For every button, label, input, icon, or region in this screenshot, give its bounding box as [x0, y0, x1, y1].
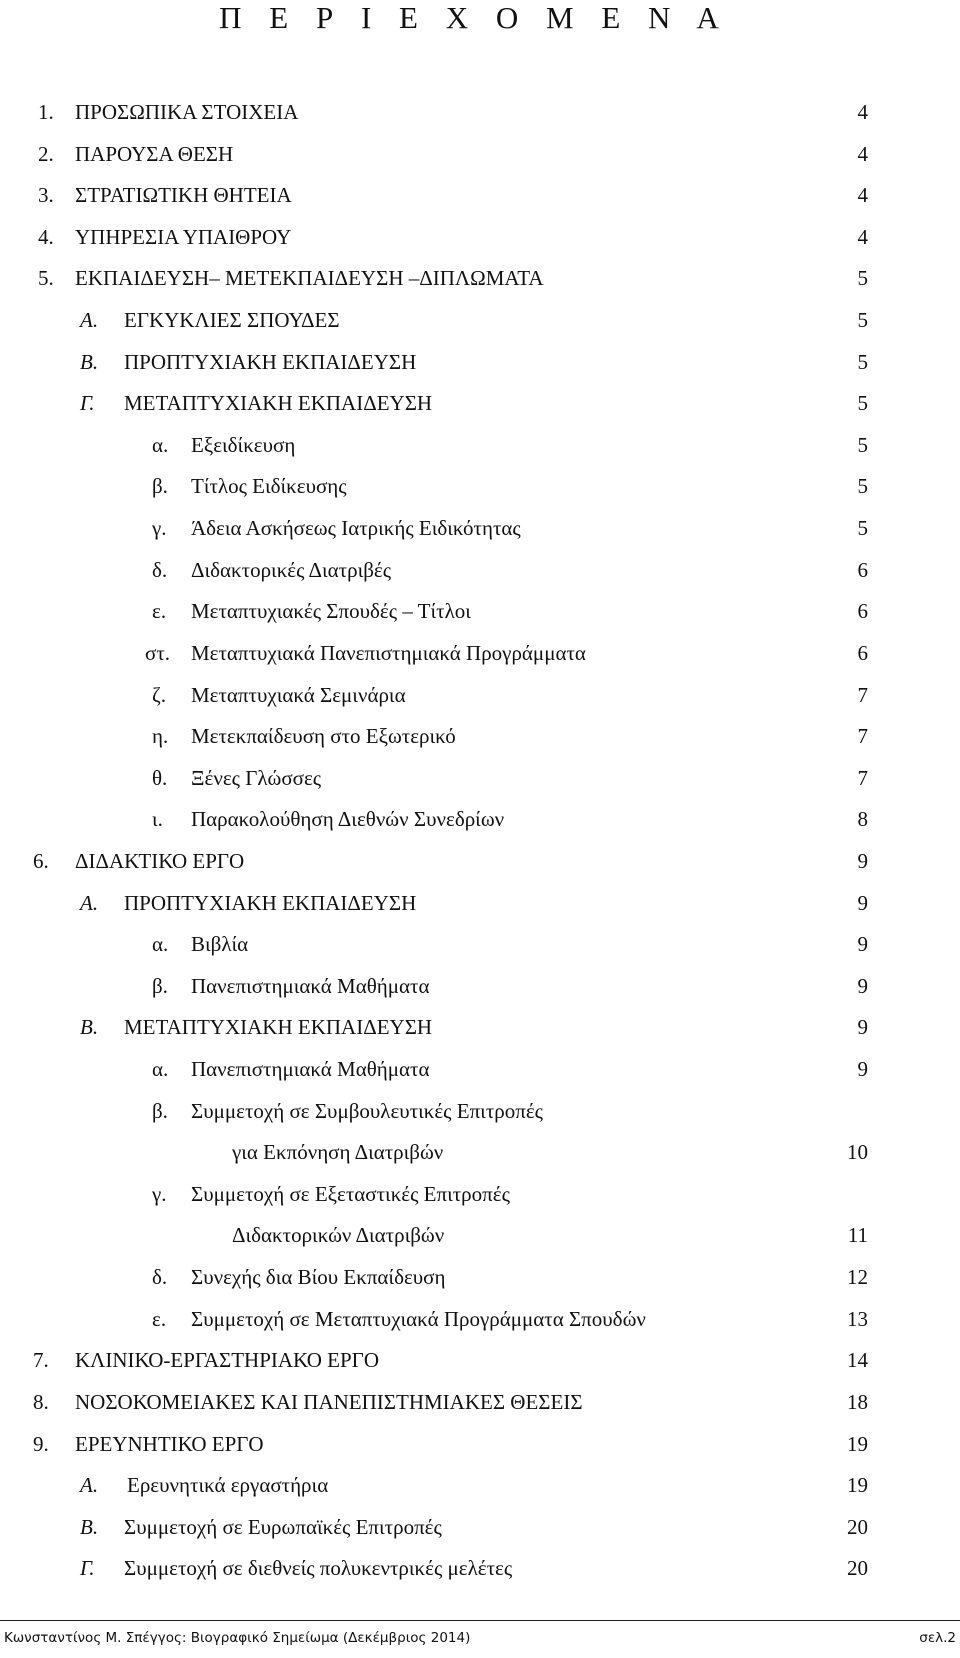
toc-entry-page: 7 [857, 724, 868, 749]
toc-entry-page: 9 [857, 890, 868, 915]
toc-entry [0, 841, 960, 883]
toc-entry [0, 591, 960, 633]
toc-entry-number: 8. [33, 1389, 49, 1414]
footer-page-number: σελ.2 [919, 1630, 956, 1646]
toc-entry-number: Α. [80, 1473, 99, 1498]
toc-entry [0, 1340, 960, 1382]
toc-entry-number: ι. [152, 807, 163, 832]
toc-entry-page: 4 [857, 224, 868, 249]
toc-entry-page: 6 [857, 557, 868, 582]
toc-entry-page: 8 [857, 807, 868, 832]
toc-entry-page: 6 [857, 640, 868, 665]
toc-entry-page: 7 [857, 765, 868, 790]
toc-entry-number: 4. [38, 224, 54, 249]
toc-entry [0, 342, 960, 384]
toc-entry [0, 1299, 960, 1341]
toc-entry [0, 1257, 960, 1299]
toc-entry-label: Συμμετοχή σε Εξεταστικές Επιτροπές [191, 1181, 510, 1206]
toc-entry-page: 7 [857, 682, 868, 707]
toc-entry-label: Εξειδίκευση [191, 432, 296, 457]
toc-entry [0, 550, 960, 592]
toc-entry-number: 3. [38, 183, 54, 208]
toc-entry [0, 633, 960, 675]
toc-entry-page: 4 [857, 183, 868, 208]
toc-entry-number: 7. [33, 1348, 49, 1373]
toc-entry-label: ΠΡΟΠΤΥΧΙΑΚΗ ΕΚΠΑΙΔΕΥΣΗ [124, 890, 417, 915]
toc-entry-label: Τίτλος Ειδίκευσης [191, 474, 347, 499]
toc-entry [0, 1465, 960, 1507]
toc-entry-label: για Εκπόνηση Διατριβών [232, 1140, 444, 1165]
toc-entry [0, 92, 960, 134]
toc-entry-number: Α. [80, 308, 99, 333]
toc-entry-page: 19 [847, 1473, 868, 1498]
toc-entry [0, 217, 960, 259]
toc-entry-page: 5 [857, 349, 868, 374]
toc-entry-number: θ. [152, 765, 168, 790]
toc-entry-page: 4 [857, 100, 868, 124]
toc-entry-number: Α. [80, 890, 99, 915]
toc-entry [0, 1132, 960, 1174]
toc-entry [0, 883, 960, 925]
toc-entry-page: 5 [857, 266, 868, 291]
toc-entry [0, 258, 960, 300]
footer-author: Κωνσταντίνος Μ. Σπέγγος: Βιογραφικό Σημείωμα (Δεκέμβριος 2014) [4, 1630, 471, 1646]
toc-entry [0, 1049, 960, 1091]
toc-entry [0, 466, 960, 508]
toc-entry-number: α. [152, 432, 169, 457]
toc-entry [0, 1174, 960, 1216]
toc-entry-label: ΠΑΡΟΥΣΑ ΘΕΣΗ [75, 141, 234, 166]
toc-entry-number: στ. [145, 640, 171, 665]
toc-entry-label: Διδακτορικές Διατριβές [191, 557, 392, 582]
toc-entry-label: ΕΓΚΥΚΛΙΕΣ ΣΠΟΥΔΕΣ [124, 308, 340, 333]
toc-entry-number: α. [152, 932, 169, 957]
toc-entry-label: ΔΙΔΑΚΤΙΚΟ ΕΡΓΟ [75, 848, 245, 873]
toc-entry-page: 5 [857, 474, 868, 499]
toc-entry [0, 716, 960, 758]
toc-entry-number: β. [152, 1098, 168, 1123]
toc-entry [0, 1382, 960, 1424]
toc-entry-label: Πανεπιστημιακά Μαθήματα [191, 1057, 430, 1082]
toc-entry-number: 2. [38, 141, 54, 166]
toc-entry [0, 383, 960, 425]
toc-entry [0, 1215, 960, 1257]
toc-entry-label: Συμμετοχή σε Μεταπτυχιακά Προγράμματα Σπουδών [191, 1306, 646, 1331]
toc-entry-number: β. [152, 973, 168, 998]
toc-entry-page: 5 [857, 391, 868, 416]
toc-entry-label: ΣΤΡΑΤΙΩΤΙΚΗ ΘΗΤΕΙΑ [75, 183, 292, 208]
toc-entry-number: ε. [152, 1306, 167, 1331]
toc-entry [0, 1507, 960, 1549]
page-footer [0, 1620, 960, 1658]
toc-entry-page: 4 [857, 141, 868, 166]
toc-entry-number: 6. [33, 848, 49, 873]
toc-entry-page: 19 [847, 1431, 868, 1456]
toc-entry-page: 5 [857, 308, 868, 333]
toc-entry-page: 5 [857, 516, 868, 541]
toc-entry [0, 1548, 960, 1590]
toc-entry-page: 10 [847, 1140, 868, 1165]
toc-entry-label: ΠΡΟΣΩΠΙΚΑ ΣΤΟΙΧΕΙΑ [75, 100, 299, 124]
toc-entry-number: δ. [152, 1265, 168, 1290]
toc-entry-number: ζ. [152, 682, 166, 707]
toc-entry [0, 1007, 960, 1049]
toc-entry-page: 20 [847, 1556, 868, 1581]
toc-entry-label: Άδεια Ασκήσεως Ιατρικής Ειδικότητας [191, 516, 521, 541]
toc-entry-page: 14 [847, 1348, 868, 1373]
toc-entry-number: 5. [38, 266, 54, 291]
toc-entry-number: 9. [33, 1431, 49, 1456]
toc-entry-label: Συμμετοχή σε διεθνείς πολυκεντρικές μελέτες [124, 1556, 513, 1581]
toc-entry [0, 758, 960, 800]
toc-entry-number: Γ. [80, 391, 95, 416]
toc-entry-label: Μετεκπαίδευση στο Εξωτερικό [191, 724, 456, 749]
toc-entry-label: Βιβλία [191, 932, 249, 957]
toc-entry-number: Β. [80, 1015, 99, 1040]
toc-entry-page: 9 [857, 932, 868, 957]
table-of-contents [0, 92, 960, 1590]
toc-entry-label: Ερευνητικά εργαστήρια [127, 1473, 329, 1498]
toc-entry-label: ΠΡΟΠΤΥΧΙΑΚΗ ΕΚΠΑΙΔΕΥΣΗ [124, 349, 417, 374]
toc-entry [0, 675, 960, 717]
toc-entry-label: ΕΚΠΑΙΔΕΥΣΗ– ΜΕΤΕΚΠΑΙΔΕΥΣΗ –ΔΙΠΛΩΜΑΤΑ [75, 266, 544, 291]
toc-entry-label: Συμμετοχή σε Συμβουλευτικές Επιτροπές [191, 1098, 543, 1123]
toc-entry-number: δ. [152, 557, 168, 582]
toc-entry-page: 9 [857, 973, 868, 998]
toc-entry-page: 18 [847, 1389, 868, 1414]
toc-entry-label: ΜΕΤΑΠΤΥΧΙΑΚΗ ΕΚΠΑΙΔΕΥΣΗ [124, 1015, 433, 1040]
toc-entry-label: Συμμετοχή σε Ευρωπαϊκές Επιτροπές [124, 1514, 442, 1539]
toc-entry-label: Διδακτορικών Διατριβών [232, 1223, 445, 1248]
toc-entry-label: ΚΛΙΝΙΚΟ-ΕΡΓΑΣΤΗΡΙΑΚΟ ΕΡΓΟ [75, 1348, 379, 1373]
toc-entry-number: Β. [80, 349, 99, 374]
toc-entry-label: ΥΠΗΡΕΣΙΑ ΥΠΑΙΘΡΟΥ [75, 224, 292, 249]
toc-entry-label: Ξένες Γλώσσες [191, 765, 322, 790]
toc-entry [0, 175, 960, 217]
toc-entry [0, 300, 960, 342]
toc-entry [0, 1091, 960, 1133]
toc-entry [0, 508, 960, 550]
toc-entry-page: 11 [847, 1223, 868, 1248]
toc-entry-label: ΝΟΣΟΚΟΜΕΙΑΚΕΣ ΚΑΙ ΠΑΝΕΠΙΣΤΗΜΙΑΚΕΣ ΘΕΣΕΙΣ [75, 1389, 583, 1414]
toc-entry-number: ε. [152, 599, 167, 624]
toc-entry-label: Μεταπτυχιακά Σεμινάρια [191, 682, 406, 707]
toc-entry [0, 799, 960, 841]
toc-entry [0, 924, 960, 966]
toc-entry-page: 9 [857, 1057, 868, 1082]
toc-entry-page: 9 [857, 848, 868, 873]
toc-entry-number: η. [152, 724, 169, 749]
toc-entry-number: Β. [80, 1514, 99, 1539]
toc-entry-page: 6 [857, 599, 868, 624]
toc-entry-number: γ. [152, 1181, 167, 1206]
toc-entry-number: Γ. [80, 1556, 95, 1581]
toc-entry-page: 20 [847, 1514, 868, 1539]
toc-entry [0, 134, 960, 176]
toc-entry [0, 425, 960, 467]
toc-entry-label: ΕΡΕΥΝΗΤΙΚΟ ΕΡΓΟ [75, 1431, 264, 1456]
toc-entry-page: 13 [847, 1306, 868, 1331]
toc-entry-page: 5 [857, 432, 868, 457]
toc-entry [0, 1424, 960, 1466]
toc-entry-number: β. [152, 474, 168, 499]
toc-entry-number: α. [152, 1057, 169, 1082]
toc-entry-label: Συνεχής δια Βίου Εκπαίδευση [191, 1265, 446, 1290]
toc-entry-page: 9 [857, 1015, 868, 1040]
toc-entry-number: 1. [38, 100, 54, 124]
toc-entry-label: ΜΕΤΑΠΤΥΧΙΑΚΗ ΕΚΠΑΙΔΕΥΣΗ [124, 391, 433, 416]
toc-entry-page: 12 [847, 1265, 868, 1290]
toc-entry-label: Πανεπιστημιακά Μαθήματα [191, 973, 430, 998]
toc-entry-number: γ. [152, 516, 167, 541]
toc-entry [0, 966, 960, 1008]
page-title: Π Ε Ρ Ι Ε Χ Ο Μ Ε Ν Α [219, 0, 729, 35]
toc-entry-label: Παρακολούθηση Διεθνών Συνεδρίων [191, 807, 505, 832]
toc-entry-label: Μεταπτυχιακές Σπουδές – Τίτλοι [191, 599, 471, 624]
toc-entry-label: Μεταπτυχιακά Πανεπιστημιακά Προγράμματα [191, 640, 586, 665]
